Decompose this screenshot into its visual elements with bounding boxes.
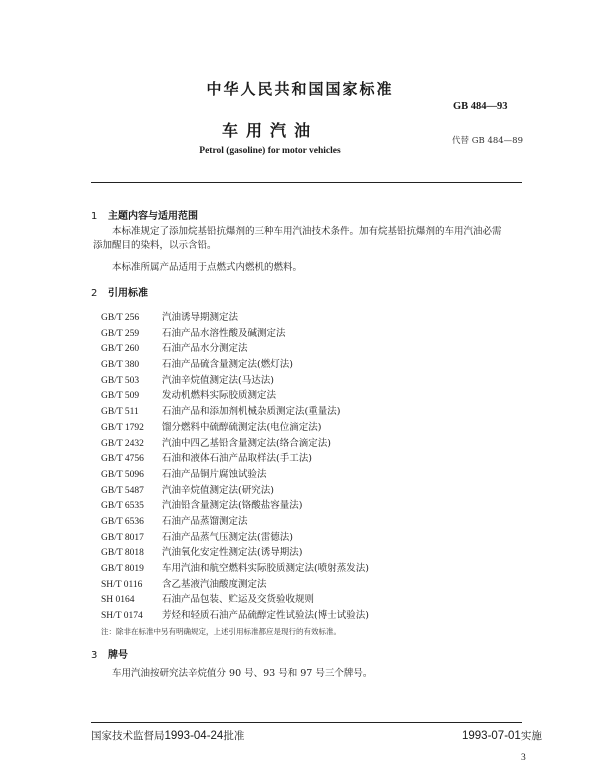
effective-line — [462, 728, 542, 743]
reference-row — [101, 373, 369, 389]
issuing-authority: 国家技术监督局 — [91, 730, 165, 742]
standard-number: GB 484—93 — [453, 101, 508, 112]
reference-title: 含乙基液汽油酸度测定法 — [162, 578, 267, 590]
reference-row — [101, 561, 369, 577]
reference-row — [101, 310, 369, 326]
section-3-paragraph: 车用汽油按研究法辛烷值分 90 号、93 号和 97 号三个牌号。 — [112, 668, 373, 679]
reference-row — [101, 326, 369, 342]
reference-code: SH/T 0116 — [101, 579, 143, 590]
reference-title: 石油产品蒸气压测定法(雷德法) — [162, 531, 293, 543]
reference-row — [101, 483, 369, 499]
reference-row — [101, 467, 369, 483]
approval-line — [91, 728, 244, 743]
reference-code: GB/T 8017 — [101, 532, 144, 543]
reference-title: 汽油中四乙基铅含量测定法(络合滴定法) — [162, 437, 331, 449]
reference-title: 石油产品和添加剂机械杂质测定法(重量法) — [162, 406, 341, 418]
section-2-number: 2 — [91, 288, 98, 299]
reference-title: 馏分燃料中硫醇硫测定法(电位滴定法) — [162, 421, 322, 433]
reference-code: GB/T 8019 — [101, 564, 144, 574]
reference-title: 石油产品硫含量测定法(燃灯法) — [162, 359, 293, 371]
reference-row — [101, 592, 369, 608]
page-number: 3 — [521, 753, 526, 763]
section-3-number: 3 — [91, 650, 98, 661]
reference-title: 汽油铅含量测定法(铬酸盐容量法) — [162, 500, 303, 512]
reference-code: GB/T 1792 — [101, 422, 144, 433]
reference-code: GB/T 5096 — [101, 469, 144, 480]
header-divider — [91, 182, 522, 183]
reference-code: GB/T 2432 — [101, 438, 144, 449]
reference-row — [101, 514, 369, 530]
section-2-title: 引用标准 — [108, 288, 148, 299]
document-title-en: Petrol (gasoline) for motor vehicles — [199, 146, 341, 156]
reference-row — [101, 498, 369, 514]
reference-code: GB/T 256 — [101, 313, 140, 323]
effective-label: 实施 — [520, 730, 542, 742]
replaces-standard: 代替 GB 484—89 — [452, 136, 523, 146]
reference-code: GB/T 6536 — [101, 516, 144, 527]
reference-title: 汽油诱导期测定法 — [162, 312, 239, 323]
reference-row — [101, 608, 369, 624]
reference-title: 石油和液体石油产品取样法(手工法) — [162, 453, 312, 465]
reference-code: GB/T 259 — [101, 328, 140, 339]
reference-row — [101, 577, 369, 593]
reference-row — [101, 451, 369, 467]
approval-label: 批准 — [223, 730, 245, 742]
issuing-organization: 中华人民共和国国家标准 — [206, 80, 394, 98]
reference-code: GB/T 5487 — [101, 485, 144, 496]
reference-note: 注：除非在标准中另有明确规定，上述引用标准都应是现行的有效标准。 — [101, 626, 341, 636]
reference-code: GB/T 8018 — [101, 548, 144, 559]
reference-title: 石油产品蒸馏测定法 — [162, 515, 248, 527]
approval-date: 1993-04-24 — [164, 730, 224, 742]
reference-code: GB/T 509 — [101, 391, 140, 402]
document-title-cn: 车用汽油 — [221, 121, 318, 140]
reference-list — [101, 310, 369, 639]
reference-row — [101, 420, 369, 436]
reference-code: SH 0164 — [101, 595, 135, 606]
reference-row — [101, 357, 369, 373]
section-1-heading — [91, 207, 198, 222]
reference-code: GB/T 503 — [101, 375, 140, 386]
reference-code: GB/T 380 — [101, 360, 140, 371]
reference-row — [101, 545, 369, 561]
section-1-paragraph-1: 本标准规定了添加烷基铅抗爆剂的三种车用汽油技术条件。加有烷基铅抗爆剂的车用汽油必需添加醒目的染料，以示含铅。 — [93, 226, 502, 251]
reference-title: 石油产品铜片腐蚀试验法 — [162, 468, 267, 480]
section-1-paragraph-2: 本标准所属产品适用于点燃式内燃机的燃料。 — [112, 262, 303, 273]
reference-title: 石油产品水溶性酸及碱测定法 — [162, 327, 286, 339]
reference-title: 石油产品包装、贮运及交货验收规则 — [162, 594, 315, 606]
section-2-heading — [91, 284, 148, 299]
reference-row — [101, 436, 369, 452]
reference-title: 发动机燃料实际胶质测定法 — [162, 390, 277, 402]
footer-divider — [91, 722, 522, 723]
reference-code: GB/T 4756 — [101, 454, 144, 465]
reference-title: 芳烃和轻质石油产品硫醇定性试验法(博士试验法) — [162, 610, 369, 622]
section-3-heading — [91, 646, 128, 661]
reference-row — [101, 404, 369, 420]
reference-title: 石油产品水分测定法 — [162, 343, 248, 355]
reference-title: 车用汽油和航空燃料实际胶质测定法(喷射蒸发法) — [162, 563, 369, 574]
effective-date: 1993-07-01 — [462, 730, 521, 742]
reference-title: 汽油辛烷值测定法(马达法) — [162, 374, 274, 386]
section-3-title: 牌号 — [108, 650, 128, 661]
reference-row — [101, 388, 369, 404]
reference-code: GB/T 511 — [101, 407, 139, 418]
section-1-number: 1 — [91, 211, 98, 222]
reference-title: 汽油氧化安定性测定法(诱导期法) — [162, 547, 303, 559]
reference-title: 汽油辛烷值测定法(研究法) — [162, 484, 274, 496]
section-1-title: 主题内容与适用范围 — [108, 211, 198, 222]
reference-row — [101, 530, 369, 546]
reference-row — [101, 341, 369, 357]
reference-code: SH/T 0174 — [101, 611, 143, 622]
reference-code: GB/T 6535 — [101, 501, 144, 512]
reference-code: GB/T 260 — [101, 344, 140, 355]
